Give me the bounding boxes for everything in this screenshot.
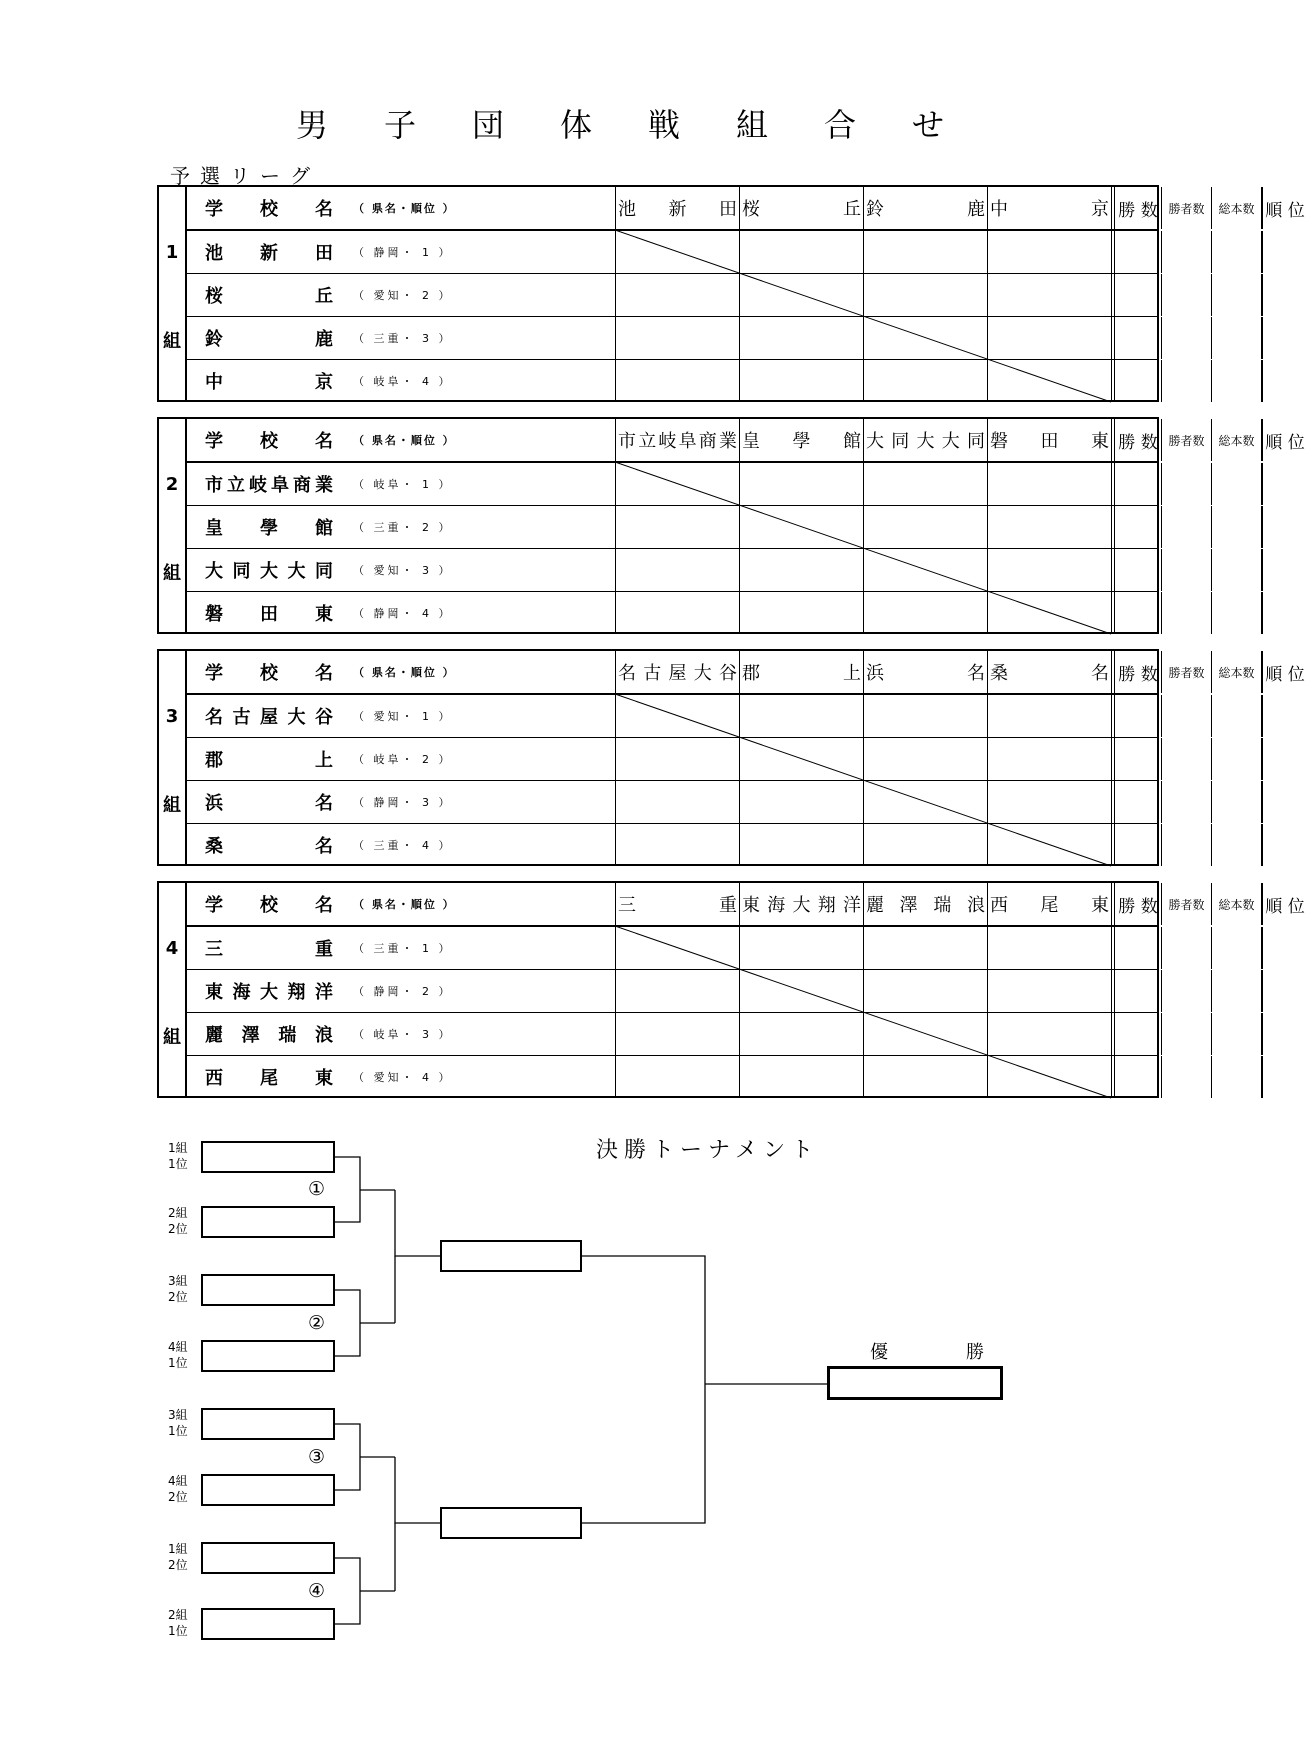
rank-cell[interactable]	[1261, 695, 1307, 737]
bracket-seed-label	[168, 1541, 188, 1573]
team-pref-rank: （ 岐阜・ 1 ）	[353, 478, 453, 491]
team-rank: 3	[422, 564, 432, 577]
pref-rank-header: （ 県名・順位 ）	[353, 898, 456, 911]
wins-header: 勝 数	[1111, 651, 1161, 693]
team-pref: 静岡	[373, 246, 402, 259]
opponent-name: 麗澤瑞浪	[866, 895, 985, 916]
team-name: 桑名	[205, 836, 335, 857]
team-pref: 静岡	[373, 796, 402, 809]
opponent-name: 東海大翔洋	[742, 895, 861, 916]
section-title-preliminary-league: 予選リーグ	[170, 164, 320, 188]
team-rank: 2	[422, 289, 432, 302]
bracket-slot[interactable]	[201, 1408, 335, 1440]
team-pref-rank: （ 三重・ 3 ）	[353, 332, 453, 345]
team-pref: 三重	[373, 839, 402, 852]
bracket-seed-label	[168, 1205, 188, 1237]
team-name: 市立岐阜商業	[205, 475, 335, 496]
team-name: 池新田	[205, 243, 335, 264]
rank-header: 順 位	[1261, 419, 1307, 461]
opponent-name: 鈴鹿	[866, 199, 985, 220]
team-name: 桜丘	[205, 286, 335, 307]
team-pref: 岐阜	[373, 1028, 402, 1041]
team-rank: 1	[422, 246, 432, 259]
match-number-2: ②	[308, 1312, 326, 1334]
semifinal-slot-1[interactable]	[440, 1240, 582, 1272]
wins-header: 勝 数	[1111, 187, 1161, 229]
bracket-seed-label	[168, 1273, 188, 1305]
seed-place: 2位	[168, 1490, 188, 1504]
bracket-slot[interactable]	[201, 1340, 335, 1372]
pref-rank-header: （ 県名・順位 ）	[353, 434, 456, 447]
opponent-name: 中京	[990, 199, 1109, 220]
seed-place: 2位	[168, 1558, 188, 1572]
team-pref-rank: （ 岐阜・ 3 ）	[353, 1028, 453, 1041]
team-pref-rank: （ 愛知・ 3 ）	[353, 564, 453, 577]
bracket-seed-label	[168, 1407, 188, 1439]
team-pref: 岐阜	[373, 375, 402, 388]
rank-cell[interactable]	[1261, 317, 1307, 359]
rank-header: 順 位	[1261, 187, 1307, 229]
team-rank: 3	[422, 1028, 432, 1041]
opponent-name: 桜丘	[742, 199, 861, 220]
team-pref: 三重	[373, 942, 402, 955]
opponent-name: 磐田東	[990, 431, 1109, 452]
team-name: 中京	[205, 372, 335, 393]
team-pref-rank: （ 岐阜・ 4 ）	[353, 375, 453, 388]
team-pref: 岐阜	[373, 753, 402, 766]
opponent-name: 市立岐阜商業	[618, 431, 737, 452]
champion-slot[interactable]	[827, 1366, 1003, 1400]
team-name: 鈴鹿	[205, 329, 335, 350]
bracket-slot[interactable]	[201, 1608, 335, 1640]
seed-group: 4組	[168, 1340, 188, 1354]
team-pref-rank: （ 静岡・ 2 ）	[353, 985, 453, 998]
match-number-3: ③	[308, 1446, 326, 1468]
team-pref-rank: （ 静岡・ 1 ）	[353, 246, 453, 259]
winner-label: 優 勝	[870, 1342, 1014, 1363]
rank-cell[interactable]	[1261, 970, 1307, 1012]
team-name: 名古屋大谷	[205, 707, 335, 728]
opponent-name: 西尾東	[990, 895, 1109, 916]
team-pref-rank: （ 静岡・ 3 ）	[353, 796, 453, 809]
bracket-slot[interactable]	[201, 1206, 335, 1238]
team-rank: 3	[422, 796, 432, 809]
team-name: 郡上	[205, 750, 335, 771]
team-pref-rank: （ 愛知・ 1 ）	[353, 710, 453, 723]
group-kumi-label: 組	[163, 331, 181, 352]
total-header: 総本数	[1211, 883, 1261, 925]
seed-group: 3組	[168, 1274, 188, 1288]
team-name: 西尾東	[205, 1068, 335, 1089]
team-pref-rank: （ 静岡・ 4 ）	[353, 607, 453, 620]
rank-header: 順 位	[1261, 651, 1307, 693]
seed-place: 1位	[168, 1157, 188, 1171]
rank-cell[interactable]	[1261, 781, 1307, 823]
group-number: 2	[165, 474, 179, 495]
wins-header: 勝 数	[1111, 883, 1161, 925]
team-pref-rank: （ 三重・ 1 ）	[353, 942, 453, 955]
wins-header: 勝 数	[1111, 419, 1161, 461]
group-number: 4	[165, 938, 179, 959]
semifinal-slot-2[interactable]	[440, 1507, 582, 1539]
seed-place: 1位	[168, 1624, 188, 1638]
opponent-name: 浜名	[866, 663, 985, 684]
total-header: 総本数	[1211, 187, 1261, 229]
team-pref: 愛知	[373, 289, 402, 302]
team-pref-rank: （ 愛知・ 4 ）	[353, 1071, 453, 1084]
school-header: 学 校 名	[205, 663, 335, 684]
rank-cell[interactable]	[1261, 274, 1307, 316]
opponent-name: 大同大大同	[866, 431, 985, 452]
seed-place: 2位	[168, 1222, 188, 1236]
team-pref: 愛知	[373, 1071, 402, 1084]
group-kumi-label: 組	[163, 563, 181, 584]
team-pref: 三重	[373, 332, 402, 345]
winners-header: 勝者数	[1161, 651, 1211, 693]
team-rank: 2	[422, 521, 432, 534]
team-pref-rank: （ 三重・ 2 ）	[353, 521, 453, 534]
pref-rank-header: （ 県名・順位 ）	[353, 202, 456, 215]
bracket-seed-label	[168, 1339, 188, 1371]
team-name: 磐田東	[205, 604, 335, 625]
rank-cell[interactable]	[1261, 1056, 1307, 1098]
match-number-1: ①	[308, 1178, 326, 1200]
seed-group: 1組	[168, 1141, 188, 1155]
opponent-name: 三重	[618, 895, 737, 916]
bracket-seed-label	[168, 1607, 188, 1639]
team-name: 東海大翔洋	[205, 982, 335, 1003]
seed-place: 2位	[168, 1290, 188, 1304]
team-rank: 4	[422, 607, 432, 620]
winners-header: 勝者数	[1161, 419, 1211, 461]
seed-group: 1組	[168, 1542, 188, 1556]
rank-cell[interactable]	[1261, 927, 1307, 969]
school-header: 学 校 名	[205, 895, 335, 916]
team-rank: 1	[422, 478, 432, 491]
seed-place: 1位	[168, 1424, 188, 1438]
bracket-slot[interactable]	[201, 1141, 335, 1173]
seed-group: 3組	[168, 1408, 188, 1422]
rank-cell[interactable]	[1261, 738, 1307, 780]
team-pref: 愛知	[373, 710, 402, 723]
school-header: 学 校 名	[205, 431, 335, 452]
winners-header: 勝者数	[1161, 187, 1211, 229]
team-rank: 1	[422, 942, 432, 955]
team-pref-rank: （ 愛知・ 2 ）	[353, 289, 453, 302]
team-pref: 静岡	[373, 985, 402, 998]
opponent-name: 郡上	[742, 663, 861, 684]
team-rank: 2	[422, 753, 432, 766]
rank-header: 順 位	[1261, 883, 1307, 925]
total-header: 総本数	[1211, 419, 1261, 461]
team-name: 浜名	[205, 793, 335, 814]
opponent-name: 皇學館	[742, 431, 861, 452]
team-pref-rank: （ 三重・ 4 ）	[353, 839, 453, 852]
team-name: 大同大大同	[205, 561, 335, 582]
opponent-name: 名古屋大谷	[618, 663, 737, 684]
bracket-slot[interactable]	[201, 1474, 335, 1506]
team-pref-rank: （ 岐阜・ 2 ）	[353, 753, 453, 766]
seed-group: 4組	[168, 1474, 188, 1488]
team-rank: 4	[422, 375, 432, 388]
seed-place: 1位	[168, 1356, 188, 1370]
seed-group: 2組	[168, 1608, 188, 1622]
rank-cell[interactable]	[1261, 824, 1307, 866]
opponent-name: 池新田	[618, 199, 737, 220]
team-pref: 静岡	[373, 607, 402, 620]
group-number: 1	[165, 242, 179, 263]
team-rank: 4	[422, 839, 432, 852]
group-kumi-label: 組	[163, 1027, 181, 1048]
rank-cell[interactable]	[1261, 1013, 1307, 1055]
rank-cell[interactable]	[1261, 506, 1307, 548]
team-name: 三重	[205, 939, 335, 960]
team-name: 麗澤瑞浪	[205, 1025, 335, 1046]
bracket-seed-label	[168, 1140, 188, 1172]
opponent-name: 桑名	[990, 663, 1109, 684]
team-rank: 4	[422, 1071, 432, 1084]
rank-cell[interactable]	[1261, 463, 1307, 505]
bracket-slot[interactable]	[201, 1542, 335, 1574]
total-header: 総本数	[1211, 651, 1261, 693]
rank-cell[interactable]	[1261, 592, 1307, 634]
bracket-slot[interactable]	[201, 1274, 335, 1306]
school-header: 学 校 名	[205, 199, 335, 220]
bracket-seed-label	[168, 1473, 188, 1505]
team-pref: 岐阜	[373, 478, 402, 491]
tournament-title: 決勝トーナメント	[596, 1138, 820, 1163]
group-kumi-label: 組	[163, 795, 181, 816]
seed-group: 2組	[168, 1206, 188, 1220]
match-number-4: ④	[308, 1580, 326, 1602]
pref-rank-header: （ 県名・順位 ）	[353, 666, 456, 679]
team-pref: 三重	[373, 521, 402, 534]
team-name: 皇學館	[205, 518, 335, 539]
team-rank: 3	[422, 332, 432, 345]
team-rank: 2	[422, 985, 432, 998]
rank-cell[interactable]	[1261, 231, 1307, 273]
rank-cell[interactable]	[1261, 549, 1307, 591]
winners-header: 勝者数	[1161, 883, 1211, 925]
rank-cell[interactable]	[1261, 360, 1307, 402]
page-title: 男子団体戦組合せ	[295, 106, 1000, 144]
group-number: 3	[165, 706, 179, 727]
team-pref: 愛知	[373, 564, 402, 577]
team-rank: 1	[422, 710, 432, 723]
